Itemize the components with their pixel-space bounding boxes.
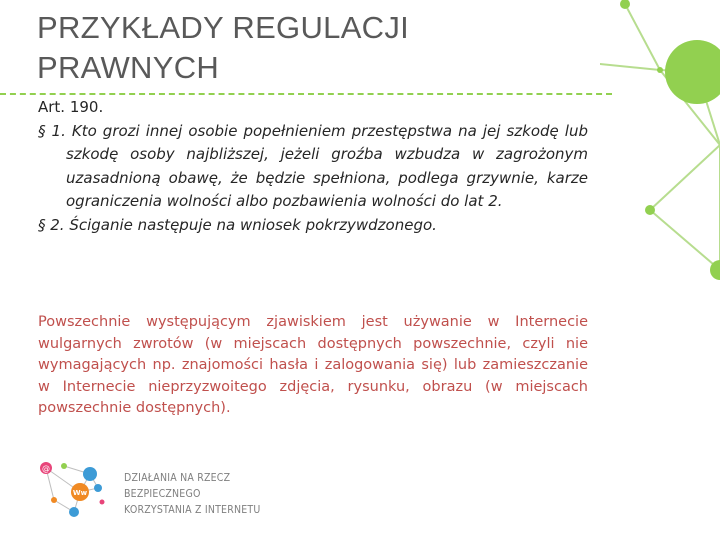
network-node <box>620 0 630 9</box>
network-node-large <box>665 40 720 104</box>
svg-text:@: @ <box>42 464 50 473</box>
explanation-note: Powszechnie występującym zjawiskiem jest używanie w Internecie wulgarnych zwrotów (w miejscach dostępnych powszechnie, czyli nie wymagających np. znajomości hasła i zalogowania się) lub zamieszczanie w Internecie nieprzyzwoitego zdjęcia, rysunku, obrazu (w miejscach powszechnie dostępnych). <box>38 314 588 416</box>
title-divider <box>0 93 612 95</box>
slide-title-line-1: PRZYKŁADY REGULACJI <box>37 10 410 45</box>
slide-title <box>37 8 597 88</box>
slide-title-line-2: PRAWNYCH <box>37 50 220 85</box>
logo-caption <box>124 470 304 518</box>
law-excerpt <box>38 96 588 237</box>
logo-caption-line-2: KORZYSTANIA Z INTERNETU <box>124 504 261 516</box>
decorative-network-graphic <box>600 0 720 300</box>
network-node <box>645 205 655 215</box>
logo-caption-line-1: DZIAŁANIA NA RZECZ BEZPIECZNEGO <box>124 472 231 500</box>
logo-badge-text: Ww <box>72 489 88 497</box>
logo-network-icon <box>34 456 124 526</box>
article-heading: Art. 190. <box>38 98 104 116</box>
network-node <box>657 67 663 73</box>
program-logo <box>34 456 304 526</box>
shield-icon <box>69 507 79 517</box>
law-paragraph-1: § 1. Kto grozi innej osobie popełnieniem przestępstwa na jej szkodę lub szkodę osoby najbliższej, jeżeli groźba wzbudza w zagrożonym uzasadnioną obawę, że będzie spełniona, podlega grzywnie, karze ograniczenia wolności albo pozbawienia wolności do lat 2. <box>38 121 588 210</box>
padlock-icon <box>83 467 97 481</box>
law-paragraph-2: § 2. Ściganie następuje na wniosek pokrzywdzonego. <box>38 215 437 234</box>
